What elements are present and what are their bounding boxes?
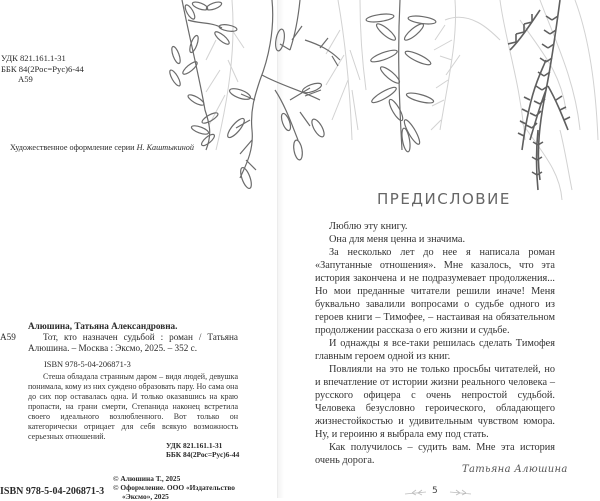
copyright-publisher-cont: «Эксмо», 2025 — [122, 492, 169, 501]
isbn: ISBN 978-5-04-206871-3 — [0, 486, 105, 497]
design-credit-label: Художественное оформление серии — [10, 143, 135, 152]
author-signature: Татьяна Алюшина — [462, 464, 568, 475]
udk-classification-bottom — [166, 441, 239, 459]
author-heading: Алюшина, Татьяна Александровна. — [28, 321, 178, 331]
copyright-publisher: © Оформление. ООО «Издательство — [113, 483, 236, 492]
udk-classification-block — [1, 53, 84, 85]
title-description: Тот, кто назначен судьбой : роман / Татьяна Алюшина. – Москва : Эксмо, 2025. – 352 с. — [28, 332, 238, 353]
annotation-text: Стеша обладала странным даром – видя людей, девушка понимала, кому из них суждено образовать пару. Но сама она до сих пор оставалась одна. И только оказавшись на краю пропасти, на грани смерти, Степанида наконец встретила своего идеального возлюбленного. Вот только он категорически отрицает для себя всякую возможность серьезных отношений. — [28, 372, 238, 441]
chapter-title: ПРЕДИСЛОВИЕ — [377, 190, 511, 208]
isbn-inline: ISBN 978-5-04-206871-3 — [44, 360, 131, 369]
preface-body — [315, 220, 555, 467]
paragraph: Повлияли на это не только просьбы читателей, но и впечатление от истории жизни реального человека – русского офицера с очень непростой судьбой. Человека безусловно героического, обладающего жизнестойкостью и удивительным чувством юмора. Ну, и героиню я выбрала ему под стать. — [315, 364, 555, 440]
design-credit — [10, 143, 194, 152]
paragraph: И однажды я все-таки решилась сделать Тимофея главным героем одной из книг. — [315, 338, 555, 362]
paragraph: Как получилось – судить вам. Мне эта история очень дорога. — [315, 442, 555, 466]
leaf-ornament-right-icon — [448, 488, 472, 496]
page-number: 5 — [432, 486, 438, 496]
paragraph: Люблю эту книгу. — [329, 221, 408, 232]
copyright-block — [113, 474, 235, 501]
annotation — [28, 372, 238, 442]
copyright-author: © Алюшина Т., 2025 — [113, 474, 181, 483]
bbk-code: ББК 84(2Рос=Рус)6-44 — [166, 450, 240, 459]
leaf-ornament-left-icon — [404, 488, 428, 496]
paragraph: Она для меня ценна и значима. — [329, 234, 466, 245]
author-mark: А59 — [0, 332, 16, 342]
bbk-code: ББК 84(2Рос=Рус)6-44 — [1, 63, 84, 74]
udk-code: УДК 821.161.1-31 — [1, 53, 66, 63]
udk-code: УДК 821.161.1-31 — [166, 441, 223, 450]
paragraph: За несколько лет до нее я написала роман «Запутанные отношения». Мне казалось, что эта история закончена и не подразумевает продолжения... Но мои преданные читатели решили иначе! Меня буквально завалили вопросами о судьбе одного из героев книги – Тимофее, – настаивая на обязательном продолжении рассказа о его жизни и судьбе. — [315, 247, 555, 336]
author-mark: А59 — [18, 74, 33, 84]
page-number-ornament — [400, 488, 480, 498]
designer-name: Н. Каштыкиной — [136, 143, 194, 152]
